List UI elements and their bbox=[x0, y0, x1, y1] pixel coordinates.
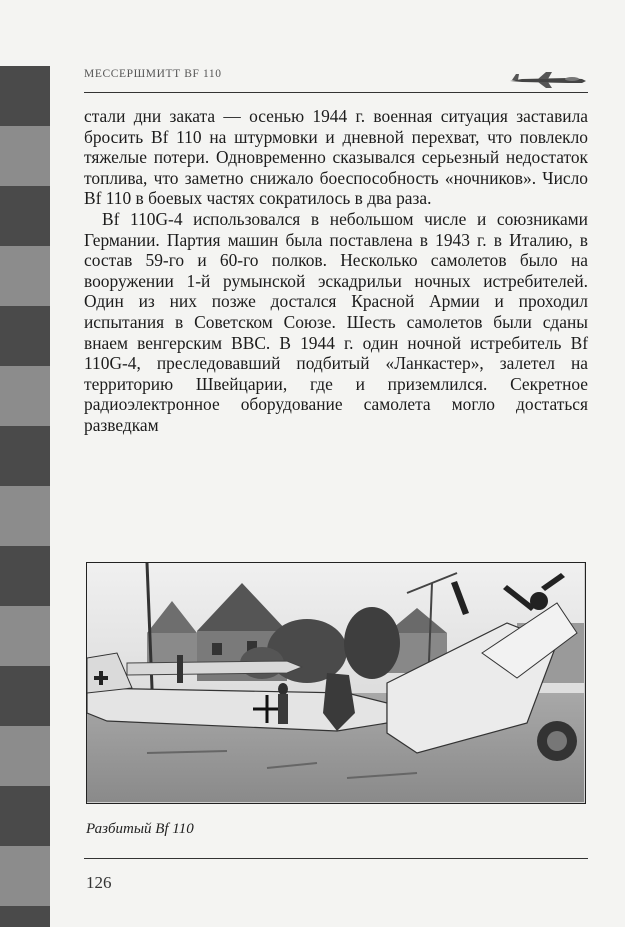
paragraph-1: стали дни заката — осенью 1944 г. военная ситуация заставила бросить Bf 110 на штурмовки и дневной перехват, что повлекло тяжелые потери. Одновременно сказывался серьезный недостаток топлива, что заметно снижало боеспособность «ночников». Число Bf 110 в боевых частях сократилось в два раза. bbox=[84, 106, 588, 209]
paragraph-2: Bf 110G-4 использовался в небольшом числе и союзниками Германии. Партия машин была поставлена в 1943 г. в Италию, в состав 59-го и 60-го полков. Несколько самолетов было на вооружении 1-й румынской эскадрильи ночных истребителей. Один из них позже достался Красной Армии и проходил испытания в Советском Союзе. Шесть самолетов были сданы внаем венгерским ВВС. В 1944 г. один ночной истребитель Bf 110G-4, преследовавший подбитый «Ланкастер», залетел на территорию Швейцарии, где и приземлился. Секретное радиоэлектронное оборудование самолета могло достаться разведкам bbox=[84, 208, 588, 435]
body-text bbox=[84, 106, 588, 436]
wrecked-aircraft-photo bbox=[86, 562, 586, 804]
page-number: 126 bbox=[86, 873, 112, 892]
running-header bbox=[84, 68, 588, 93]
aircraft-silhouette-icon bbox=[508, 70, 588, 90]
header-title: МЕССЕРШМИТТ BF 110 bbox=[84, 68, 222, 80]
figure-caption: Разбитый Bf 110 bbox=[86, 821, 194, 837]
footer-rule bbox=[84, 858, 588, 859]
page-edge-strip bbox=[0, 66, 50, 927]
